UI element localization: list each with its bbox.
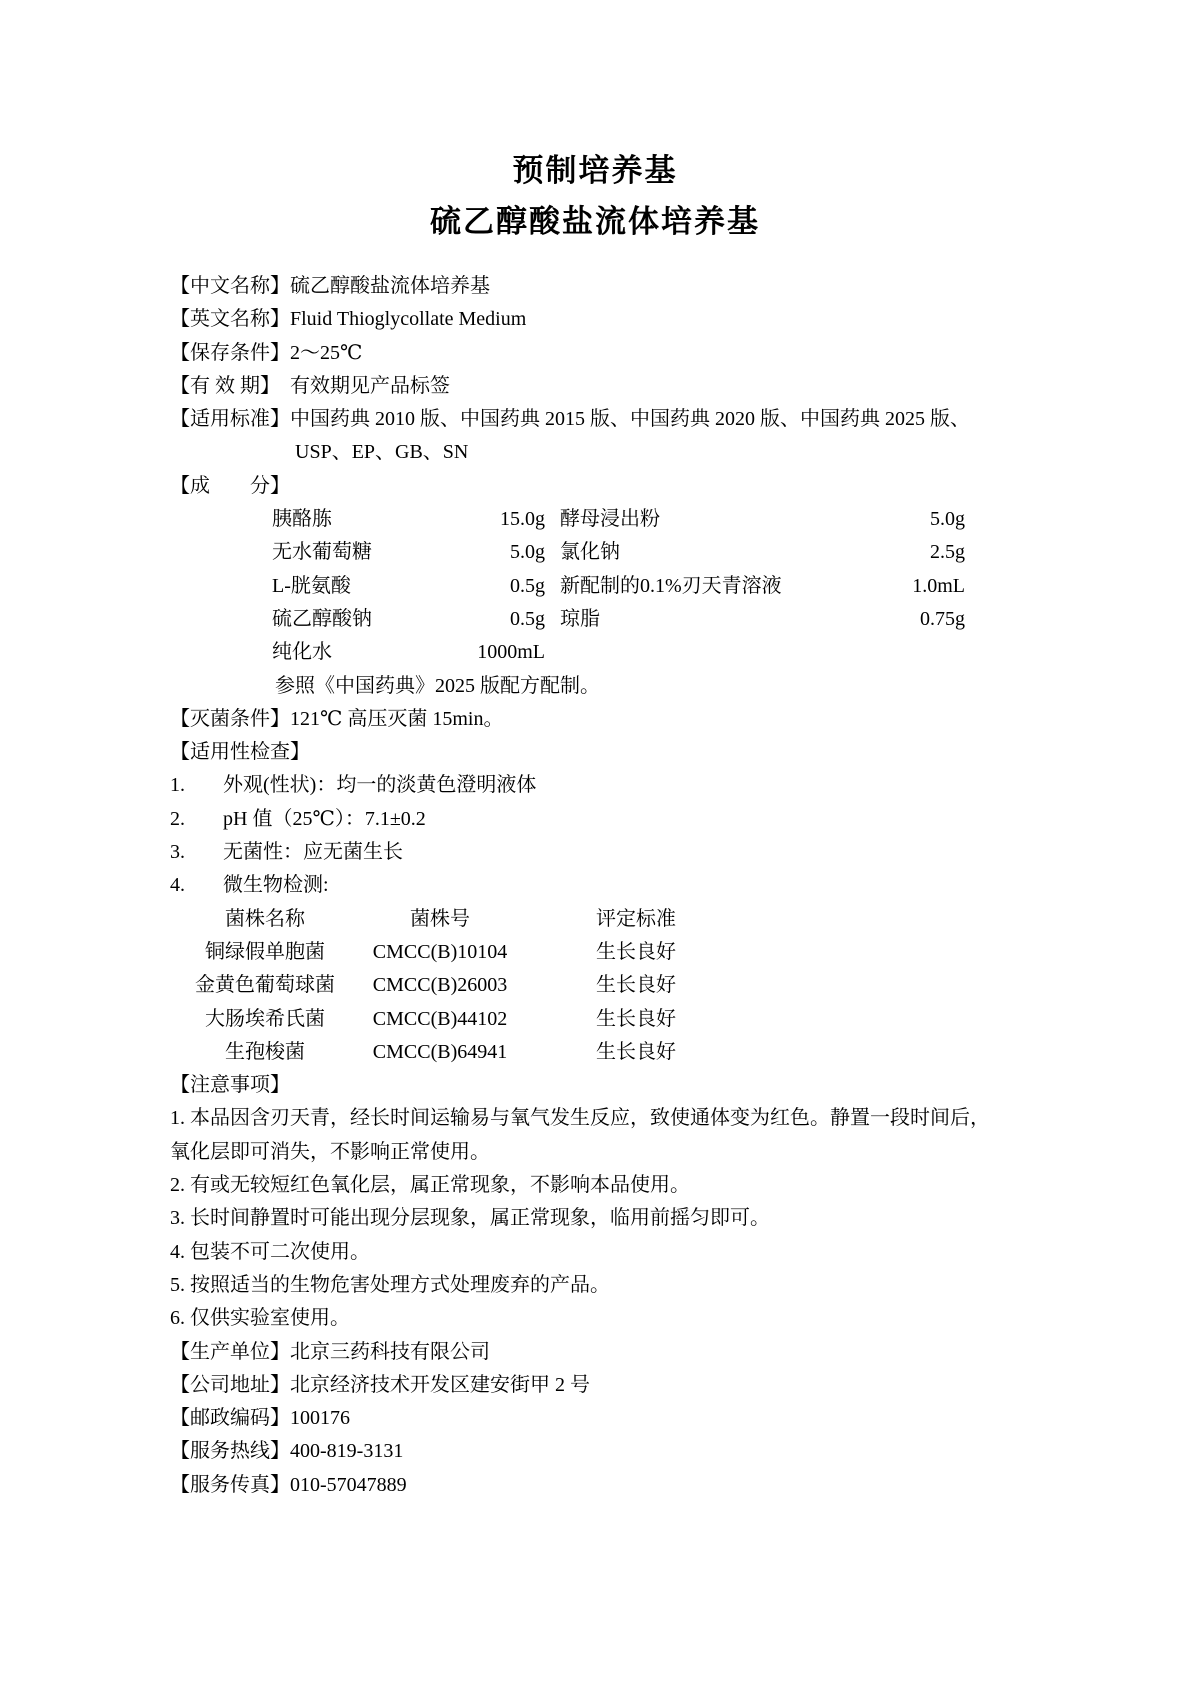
composition-name: 新配制的0.1%刃天青溶液 [560, 574, 782, 597]
item-text: 微生物检测: [223, 874, 329, 897]
composition-qty: 0.5g [510, 574, 545, 597]
field-value: 100176 [290, 1407, 350, 1430]
item-number: 2. [170, 807, 185, 830]
precaution-line: 2. 有或无较短红色氧化层，属正常现象，不影响本品使用。 [170, 1174, 690, 1197]
composition-qty: 15.0g [500, 508, 545, 531]
suitability-item [170, 769, 1020, 802]
item-text: pH 值（25℃）：7.1±0.2 [223, 807, 426, 830]
microbe-header-criterion: 评定标准 [596, 907, 676, 930]
field-value: 010-57047889 [290, 1473, 407, 1496]
precaution-line: 6. 仅供实验室使用。 [170, 1307, 350, 1330]
composition-reference-note: 参照《中国药典》2025 版配方配制。 [275, 674, 600, 697]
field-label: 【有 效 期】 [170, 374, 280, 397]
item-text: 外观(性状)：均一的淡黄色澄明液体 [223, 774, 537, 797]
document-body [170, 270, 1020, 1502]
microbe-header-strain-no: 菌株号 [410, 907, 470, 930]
suitability-item [170, 803, 1020, 836]
field-label: 【公司地址】 [170, 1373, 290, 1396]
composition-qty: 0.75g [920, 607, 965, 630]
field-label: 【保存条件】 [170, 341, 290, 364]
field-chinese-name [170, 270, 1020, 303]
field-sterilization [170, 703, 1020, 736]
composition-name: 琼脂 [560, 607, 600, 630]
microbe-strain-name: 生孢梭菌 [225, 1040, 305, 1063]
field-label: 【服务热线】 [170, 1440, 290, 1463]
microbe-table [170, 903, 1020, 1069]
item-number: 3. [170, 841, 185, 864]
field-value: 2～25℃ [290, 341, 363, 364]
section-precautions-label: 【注意事项】 [170, 1074, 290, 1097]
composition-qty: 5.0g [930, 508, 965, 531]
microbe-strain-name: 大肠埃希氏菌 [205, 1007, 325, 1030]
composition-qty [870, 636, 965, 669]
field-label: 【英文名称】 [170, 308, 290, 331]
field-value: 北京经济技术开发区建安街甲 2 号 [290, 1373, 590, 1396]
microbe-criterion: 生长良好 [596, 974, 676, 997]
microbe-strain-no: CMCC(B)44102 [372, 1007, 508, 1030]
microbe-strain-no: CMCC(B)26003 [372, 974, 508, 997]
precaution-line: 3. 长时间静置时可能出现分层现象，属正常现象，临用前摇匀即可。 [170, 1207, 770, 1230]
composition-name: 氯化钠 [560, 541, 620, 564]
microbe-strain-name: 金黄色葡萄球菌 [195, 974, 335, 997]
section-suitability-label: 【适用性检查】 [170, 741, 310, 764]
item-text: 无菌性：应无菌生长 [223, 841, 403, 864]
field-storage-condition [170, 337, 1020, 370]
field-label: 【适用标准】 [170, 408, 290, 431]
field-label: 【灭菌条件】 [170, 707, 290, 730]
composition-qty: 5.0g [510, 541, 545, 564]
composition-name [545, 636, 870, 669]
microbe-criterion: 生长良好 [596, 940, 676, 963]
suitability-item [170, 869, 1020, 902]
field-value: 400-819-3131 [290, 1440, 404, 1463]
field-manufacturer [170, 1336, 1020, 1369]
item-number: 4. [170, 874, 185, 897]
field-service-fax [170, 1469, 1020, 1502]
composition-name: 酵母浸出粉 [560, 508, 660, 531]
field-label: 【邮政编码】 [170, 1407, 290, 1430]
item-number: 1. [170, 774, 185, 797]
precaution-line: 氧化层即可消失，不影响正常使用。 [170, 1140, 490, 1163]
field-english-name [170, 303, 1020, 336]
field-value: 有效期见产品标签 [290, 374, 450, 397]
composition-table [272, 503, 1020, 669]
composition-qty: 1.0mL [912, 574, 965, 597]
section-composition-label: 【成 分】 [170, 474, 290, 497]
composition-qty: 0.5g [510, 607, 545, 630]
field-label: 【中文名称】 [170, 275, 290, 297]
composition-qty: 2.5g [930, 541, 965, 564]
composition-name: 硫乙醇酸钠 [272, 607, 372, 630]
field-label: 【生产单位】 [170, 1340, 290, 1363]
microbe-criterion: 生长良好 [596, 1007, 676, 1030]
document-subtitle: 硫乙醇酸盐流体培养基 [430, 204, 760, 239]
microbe-strain-name: 铜绿假单胞菌 [205, 940, 325, 963]
field-value: 121℃ 高压灭菌 15min。 [290, 707, 504, 730]
precaution-line: 5. 按照适当的生物危害处理方式处理废弃的产品。 [170, 1273, 610, 1296]
microbe-criterion: 生长良好 [596, 1040, 676, 1063]
composition-name: 胰酪胨 [272, 508, 332, 531]
field-postal-code [170, 1402, 1020, 1435]
document-title: 预制培养基 [512, 153, 678, 188]
field-value: 中国药典 2010 版、中国药典 2015 版、中国药典 2020 版、中国药典 2025 版、 [290, 408, 970, 431]
microbe-strain-no: CMCC(B)10104 [372, 940, 508, 963]
field-service-hotline [170, 1435, 1020, 1468]
field-value: 硫乙醇酸盐流体培养基 [290, 275, 490, 297]
field-applicable-standards [170, 403, 1020, 436]
field-shelf-life [170, 370, 1020, 403]
field-applicable-standards-line2: USP、EP、GB、SN [295, 441, 469, 464]
composition-name: 纯化水 [272, 641, 332, 664]
composition-name: 无水葡萄糖 [272, 541, 372, 564]
composition-name: L-胱氨酸 [272, 574, 351, 597]
field-company-address [170, 1369, 1020, 1402]
precaution-line: 1. 本品因含刃天青，经长时间运输易与氧气发生反应，致使通体变为红色。静置一段时间后， [170, 1107, 990, 1130]
field-value: Fluid Thioglycollate Medium [290, 308, 527, 331]
composition-qty: 1000mL [477, 641, 545, 664]
microbe-header-strain-name: 菌株名称 [225, 907, 305, 930]
field-value: 北京三药科技有限公司 [290, 1340, 490, 1363]
suitability-item [170, 836, 1020, 869]
precaution-line: 4. 包装不可二次使用。 [170, 1240, 370, 1263]
microbe-strain-no: CMCC(B)64941 [372, 1040, 508, 1063]
field-label: 【服务传真】 [170, 1473, 290, 1496]
